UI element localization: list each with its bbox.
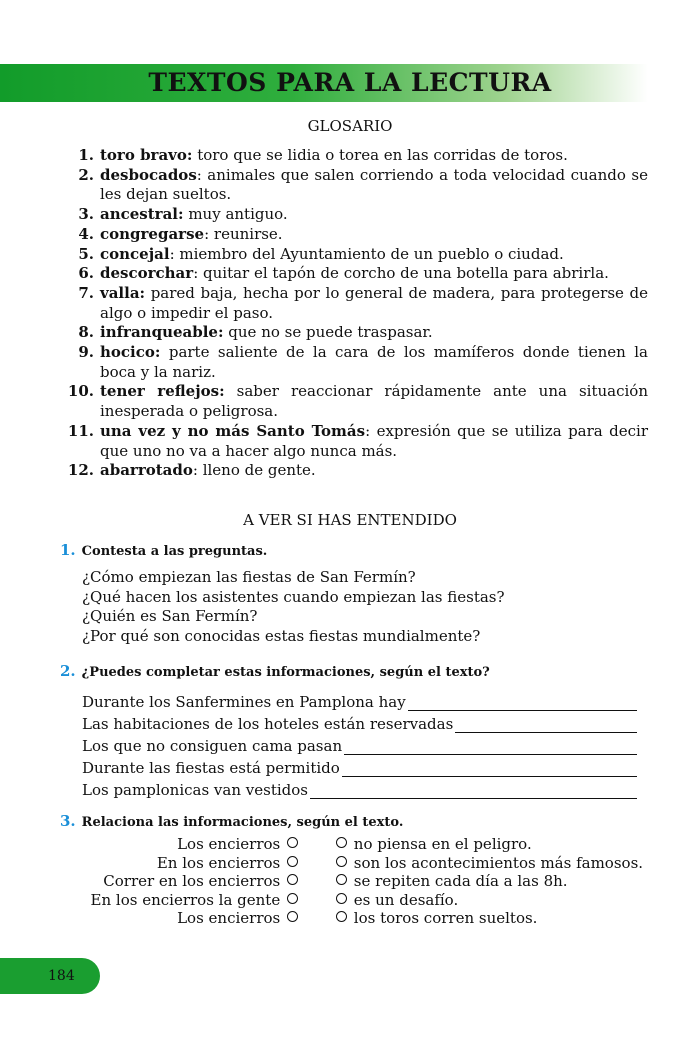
page-title: TEXTOS PARA LA LECTURA [148,68,552,97]
glossary-list [67,146,648,481]
answer-blank[interactable] [310,783,637,799]
match-left-item: En los encierros la gente [91,891,300,910]
match-right-item: es un desafío. [334,891,643,910]
match-circle-icon[interactable] [287,837,298,848]
match-circle-icon[interactable] [287,911,298,922]
glossary-item: 7. valla: pared baja, hecha por lo general de madera, para protegerse de algo o impedir el paso. [78,283,648,322]
glossary-item: 1. toro bravo: toro que se lidia o torea en las corridas de toros. [78,146,568,164]
match-right-column [334,835,643,928]
match-right-item: los toros corren sueltos. [334,909,643,928]
glossary-item: 10. tener reflejos: saber reaccionar rápidamente ante una situación inesperada o peligrosa. [67,382,648,421]
glossary-item: 11. una vez y no más Santo Tomás: expresión que se utiliza para decir que uno no va a hacer algo nunca más. [67,421,648,460]
match-circle-icon[interactable] [287,893,298,904]
glossary-item: 5. concejal: miembro del Ayuntamiento de un pueblo o ciudad. [78,244,564,263]
exercise-number: 2. [60,662,76,680]
exercise-instruction: Relaciona las informaciones, según el texto. [81,815,404,830]
question: ¿Cómo empiezan las fiestas de San Fermín? [82,568,416,586]
fill-in-sentence: Los pamplonicas van vestidos [82,779,637,799]
answer-blank[interactable] [455,717,637,733]
match-circle-icon[interactable] [287,874,298,885]
exercise-instruction: Contesta a las preguntas. [81,544,268,559]
exercise-1-heading [60,541,267,559]
match-right-item: no piensa en el peligro. [334,835,643,854]
match-left-column [91,835,300,928]
question: ¿Qué hacen los asistentes cuando empiezan las fiestas? [82,587,505,606]
match-circle-icon[interactable] [336,911,347,922]
question: ¿Por qué son conocidas estas fiestas mundialmente? [82,626,481,645]
exercise-3-heading [60,812,403,830]
exercise-instruction: ¿Puedes completar estas informaciones, según el texto? [81,665,490,680]
match-circle-icon[interactable] [287,856,298,867]
glossary-title: GLOSARIO [307,117,393,135]
answer-blank[interactable] [342,761,637,777]
match-circle-icon[interactable] [336,837,347,848]
comprehension-title: A VER SI HAS ENTENDIDO [243,511,457,529]
glossary-item: 2. desbocados: animales que salen corriendo a toda velocidad cuando se les dejan sueltos. [78,165,648,204]
question: ¿Quién es San Fermín? [82,607,258,625]
match-left-item: Los encierros [91,909,300,928]
fill-in-sentence: Las habitaciones de los hoteles están reservadas [82,713,637,733]
fill-in-sentence: Los que no consiguen cama pasan [82,735,637,755]
glossary-item: 3. ancestral: muy antiguo. [78,205,288,224]
glossary-item: 9. hocico: parte saliente de la cara de los mamíferos donde tienen la boca y la nariz. [78,343,648,381]
fill-in-sentence: Durante las fiestas está permitido [82,757,637,777]
match-circle-icon[interactable] [336,874,347,885]
answer-blank[interactable] [408,695,637,711]
glossary-item: 6. descorchar: quitar el tapón de corcho de una botella para abrirla. [78,264,609,283]
answer-blank[interactable] [344,739,637,755]
match-right-item: se repiten cada día a las 8h. [334,872,643,891]
glossary-item: 8. infranqueable: que no se puede traspasar. [78,323,433,342]
glossary-item: 12. abarrotado: lleno de gente. [67,461,316,480]
fill-in-sentence: Durante los Sanfermines en Pamplona hay [82,691,637,711]
exercise-2-heading [60,662,490,680]
exercise-number: 3. [60,812,76,830]
match-left-item: Los encierros [91,835,300,854]
match-circle-icon[interactable] [336,856,347,867]
glossary-item: 4. congregarse: reunirse. [78,224,283,243]
exercise-number: 1. [60,541,76,559]
match-left-item: Correr en los encierros [91,872,300,891]
page-number: 184 [48,968,75,984]
question-list [82,568,505,646]
match-left-item: En los encierros [91,854,300,873]
match-circle-icon[interactable] [336,893,347,904]
match-right-item: son los acontecimientos más famosos. [334,854,643,873]
